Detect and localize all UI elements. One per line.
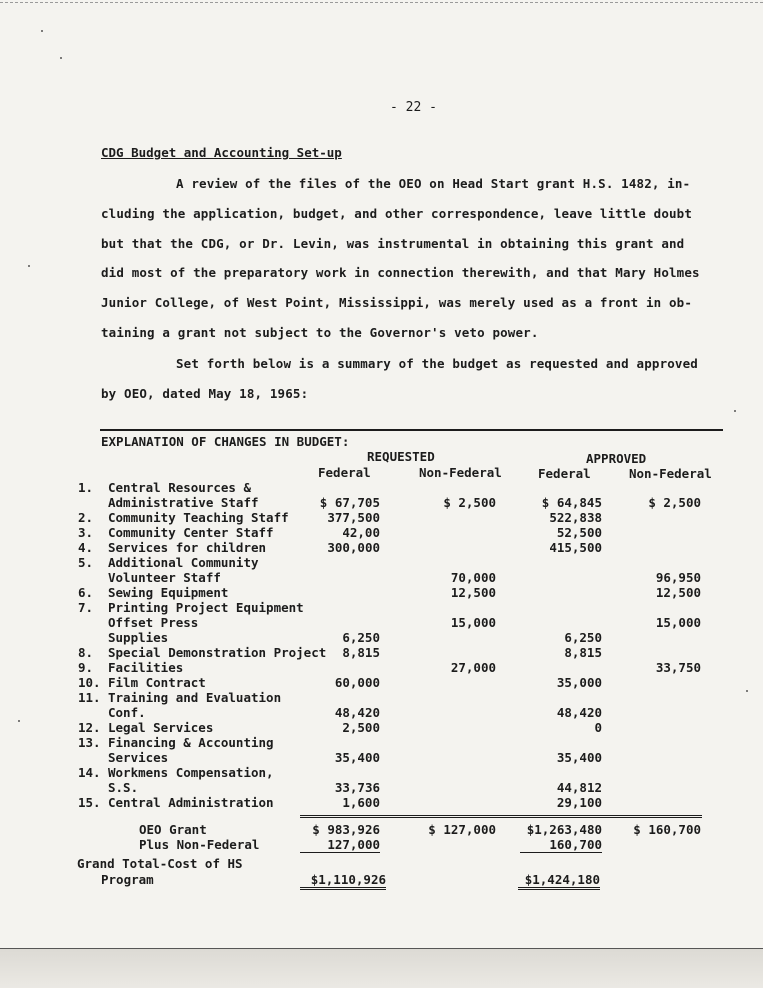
scan-speck xyxy=(746,690,748,692)
row-number: 2. xyxy=(78,510,94,525)
row-label: Film Contract xyxy=(108,675,206,690)
row-number: 11. xyxy=(78,690,101,705)
oeo-grant-approved-federal: $1,263,480 xyxy=(526,822,602,837)
paragraph-line: cluding the application, budget, and other correspondence, leave little doubt xyxy=(101,206,693,221)
row-label: Printing Project Equipment xyxy=(108,600,304,615)
group-header-requested: REQUESTED xyxy=(367,449,435,464)
row-number: 1. xyxy=(78,480,94,495)
approved-federal-value: 0 xyxy=(594,720,602,735)
row-label: Financing & Accounting xyxy=(108,735,274,750)
row-label: Administrative Staff xyxy=(108,495,259,510)
row-label: S.S. xyxy=(108,780,139,795)
grand-total-label-2: Program xyxy=(101,872,154,887)
requested-federal-value: 60,000 xyxy=(334,675,380,690)
row-number: 8. xyxy=(78,645,94,660)
oeo-grant-requested-nonfederal: $ 127,000 xyxy=(428,822,496,837)
row-label: Community Center Staff xyxy=(108,525,274,540)
approved-federal-value: 52,500 xyxy=(556,525,602,540)
column-header-requested-nonfederal: Non-Federal xyxy=(419,465,502,480)
oeo-grant-requested-federal: $ 983,926 xyxy=(312,822,380,837)
scan-speck xyxy=(18,720,20,722)
row-label: Supplies xyxy=(108,630,169,645)
approved-federal-value: 6,250 xyxy=(564,630,602,645)
scan-speck xyxy=(734,410,736,412)
requested-federal-value: 6,250 xyxy=(342,630,380,645)
column-header-requested-federal: Federal xyxy=(318,465,371,480)
plus-nonfederal-label: Plus Non-Federal xyxy=(139,837,260,852)
row-number: 3. xyxy=(78,525,94,540)
scan-speck xyxy=(28,265,30,267)
page-top-edge xyxy=(0,2,763,3)
paragraph-line: did most of the preparatory work in connection therewith, and that Mary Holmes xyxy=(101,265,700,280)
row-label: Services for children xyxy=(108,540,267,555)
grand-total-approved: $1,424,180 xyxy=(518,872,600,890)
requested-federal-value: 377,500 xyxy=(327,510,380,525)
table-title: EXPLANATION OF CHANGES IN BUDGET: xyxy=(101,434,350,449)
row-number: 12. xyxy=(78,720,101,735)
oeo-grant-approved-nonfederal: $ 160,700 xyxy=(633,822,701,837)
approved-federal-value: 44,812 xyxy=(556,780,602,795)
row-number: 15. xyxy=(78,795,101,810)
table-top-rule xyxy=(100,429,723,431)
plus-nonfederal-approved: 160,700 xyxy=(520,837,602,853)
row-label: Additional Community xyxy=(108,555,259,570)
approved-federal-value: 29,100 xyxy=(556,795,602,810)
requested-nonfederal-value: 27,000 xyxy=(450,660,496,675)
row-label: Sewing Equipment xyxy=(108,585,229,600)
row-number: 6. xyxy=(78,585,94,600)
requested-nonfederal-value: 70,000 xyxy=(450,570,496,585)
plus-nonfederal-requested: 127,000 xyxy=(300,837,380,853)
scan-speck xyxy=(60,57,62,59)
requested-federal-value: 300,000 xyxy=(327,540,380,555)
approved-nonfederal-value: $ 2,500 xyxy=(648,495,701,510)
row-number: 4. xyxy=(78,540,94,555)
approved-federal-value: 48,420 xyxy=(556,705,602,720)
row-number: 14. xyxy=(78,765,101,780)
grand-total-requested: $1,110,926 xyxy=(300,872,386,890)
approved-nonfederal-value: 15,000 xyxy=(655,615,701,630)
group-header-approved: APPROVED xyxy=(586,451,647,466)
row-label: Central Resources & xyxy=(108,480,251,495)
paragraph-line: by OEO, dated May 18, 1965: xyxy=(101,386,309,401)
row-label: Community Teaching Staff xyxy=(108,510,289,525)
requested-federal-value: 33,736 xyxy=(334,780,380,795)
approved-nonfederal-value: 96,950 xyxy=(655,570,701,585)
approved-federal-value: 35,400 xyxy=(556,750,602,765)
row-label: Workmens Compensation, xyxy=(108,765,274,780)
paragraph-line: Set forth below is a summary of the budget as requested and approved xyxy=(176,356,698,371)
approved-federal-value: 8,815 xyxy=(564,645,602,660)
section-title: CDG Budget and Accounting Set-up xyxy=(101,145,342,160)
column-header-approved-federal: Federal xyxy=(538,466,591,481)
row-number: 7. xyxy=(78,600,94,615)
approved-federal-value: 522,838 xyxy=(549,510,602,525)
approved-nonfederal-value: 33,750 xyxy=(655,660,701,675)
requested-federal-value: $ 67,705 xyxy=(319,495,380,510)
requested-federal-value: 8,815 xyxy=(342,645,380,660)
row-number: 10. xyxy=(78,675,101,690)
requested-federal-value: 2,500 xyxy=(342,720,380,735)
row-label: Services xyxy=(108,750,169,765)
requested-nonfederal-value: $ 2,500 xyxy=(443,495,496,510)
paragraph-line: Junior College, of West Point, Mississippi, was merely used as a front in ob- xyxy=(101,295,693,310)
grand-total-label: Grand Total-Cost of HS xyxy=(77,856,243,871)
approved-federal-value: 415,500 xyxy=(549,540,602,555)
oeo-grant-label: OEO Grant xyxy=(139,822,207,837)
requested-federal-value: 1,600 xyxy=(342,795,380,810)
approved-federal-value: 35,000 xyxy=(556,675,602,690)
row-label: Training and Evaluation xyxy=(108,690,282,705)
approved-nonfederal-value: 12,500 xyxy=(655,585,701,600)
requested-nonfederal-value: 15,000 xyxy=(450,615,496,630)
paragraph-line: A review of the files of the OEO on Head Start grant H.S. 1482, in- xyxy=(176,176,691,191)
row-number: 13. xyxy=(78,735,101,750)
requested-federal-value: 35,400 xyxy=(334,750,380,765)
requested-federal-value: 48,420 xyxy=(334,705,380,720)
row-number: 5. xyxy=(78,555,94,570)
row-label: Legal Services xyxy=(108,720,214,735)
paragraph-line: taining a grant not subject to the Governor's veto power. xyxy=(101,325,539,340)
page-number: - 22 - xyxy=(390,100,437,115)
row-number: 9. xyxy=(78,660,94,675)
row-label: Special Demonstration Project xyxy=(108,645,327,660)
row-label: Central Administration xyxy=(108,795,274,810)
row-label: Volunteer Staff xyxy=(108,570,221,585)
paragraph-line: but that the CDG, or Dr. Levin, was instrumental in obtaining this grant and xyxy=(101,236,685,251)
totals-double-rule xyxy=(300,815,702,818)
requested-nonfederal-value: 12,500 xyxy=(450,585,496,600)
approved-federal-value: $ 64,845 xyxy=(541,495,602,510)
page-bottom-edge xyxy=(0,948,763,988)
scan-speck xyxy=(41,30,43,32)
row-label: Facilities xyxy=(108,660,184,675)
column-header-approved-nonfederal: Non-Federal xyxy=(629,466,712,481)
requested-federal-value: 42,00 xyxy=(342,525,380,540)
row-label: Conf. xyxy=(108,705,146,720)
row-label: Offset Press xyxy=(108,615,199,630)
